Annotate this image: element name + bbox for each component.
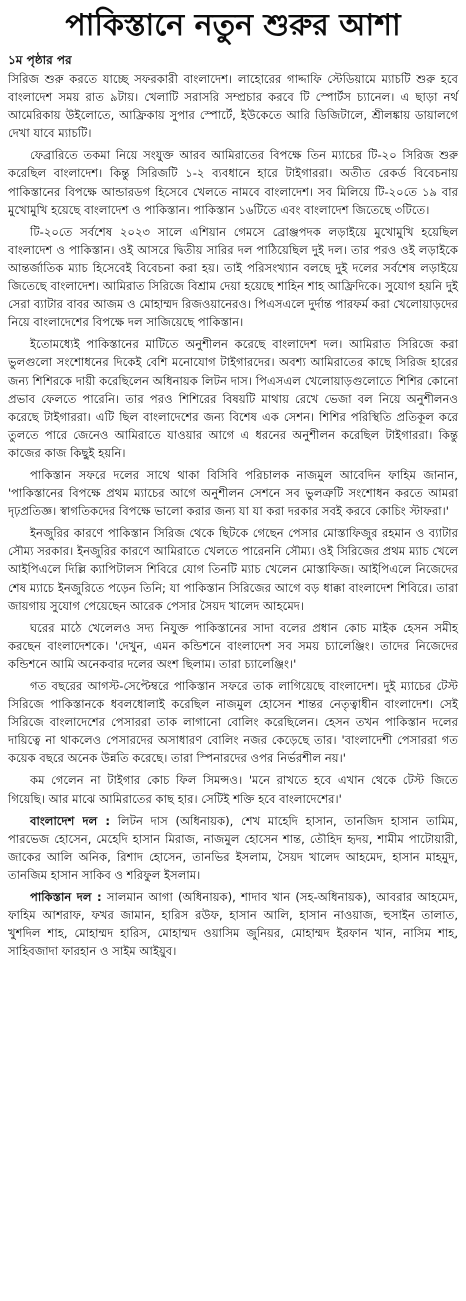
team-label: বাংলাদেশ দল : bbox=[30, 813, 110, 828]
article-paragraph: সিরিজ শুরু করতে যাচ্ছে সফরকারী বাংলাদেশ। লাহোরের গাদ্দাফি স্টেডিয়ামে ম্যাচটি শুরু হবে বাংলাদেশ সময় রাত ৯টায়। খেলাটি সরাসরি সম্প্রচার করবে টি স্পোর্টস চ্যানেল। এ ছাড়া নর্থ আমেরিকায় উইলোতে, আফ্রিকায় সুপার স্পোর্টে, ইউকেতে আরি ডিজিটালে, শ্রীলঙ্কায় ডায়ালগে দেখা যাবে ম্যাচটি। bbox=[8, 72, 458, 141]
team-squad-bangladesh bbox=[8, 812, 458, 884]
article-headline: পাকিস্তানে নতুন শুরুর আশা bbox=[65, 8, 401, 43]
article-paragraph: টি-২০তে সর্বশেষ ২০২৩ সালে এশিয়ান গেমসে ব্রোঞ্জপদক লড়াইয়ে মুখোমুখি হয়েছিল বাংলাদেশ ও পাকিস্তান। ওই আসরে দ্বিতীয় সারির দল পাঠিয়েছিল দুই দল। তার পরও ওই লড়াইকে আন্তর্জাতিক ম্যাচ হিসেবেই বিবেচনা করা হয়। তাই পরিসংখ্যান বলছে দুই দলের সর্বশেষ লড়াইয়ে জিতেছে বাংলাদেশ। আমিরাত সিরিজে বিশ্রাম দেয়া হয়েছে শাহিন শাহ আফ্রিদিকে। সুযোগ হয়নি দুই সেরা ব্যাটার বাবর আজম ও মোহাম্মদ রিজওয়ানেরও। পিএসএলে দুর্দান্ত পারফর্ম করা খেলোয়াড়দের নিয়ে বাংলাদেশের বিপক্ষে দল সাজিয়েছে পাকিস্তান। bbox=[8, 224, 458, 330]
page-continuation-note: ১ম পৃষ্ঠার পর bbox=[8, 53, 72, 67]
team-label: পাকিস্তান দল : bbox=[30, 890, 102, 905]
article-paragraph: গত বছরের আগস্ট-সেপ্টেম্বরে পাকিস্তান সফরে তাক লাগিয়েছে বাংলাদেশ। দুই ম্যাচের টেস্ট সিরিজে পাকিস্তানকে ধবলধোলাই করেছিল নাজমুল হোসেন শান্তর নেতৃত্বাধীন বাংলাদেশ। সেই সিরিজে বাংলাদেশের পেসাররা তাক লাগানো বোলিং করেছিলেন। হেসন তখন পাকিস্তান দলের দায়িত্বে না থাকলেও পেসারদের অসাধারণ বোলিং নজর কেড়েছে তার। 'বাংলাদেশী পেসাররা গত কয়েক বছরে অনেক উন্নতি করেছে। তারা স্পিনারদের ওপর নির্ভরশীল নয়।' bbox=[8, 679, 458, 766]
team-squad-pakistan bbox=[8, 888, 458, 960]
article-paragraph: ফেব্রারিতে তকমা নিয়ে সংযুক্ত আরব আমিরাতের বিপক্ষে তিন ম্যাচের টি-২০ সিরিজ শুরু করেছিল বাংলাদেশ। কিন্তু সিরিজটি ১-২ ব্যবধানে হারে টাইগাররা। অতীত রেকর্ড বিবেচনায় পাকিস্তানের বিপক্ষে আন্ডারডগ হিসেবে খেলতে নামবে বাংলাদেশ। সব মিলিয়ে টি-২০তে ১৯ বার মুখোমুখি হয়েছে বাংলাদেশ ও পাকিস্তান। পাকিস্তান ১৬টিতে এবং বাংলাদেশ জিতেছে ৩টিতে। bbox=[8, 148, 458, 217]
article-paragraph: পাকিস্তান সফরে দলের সাথে থাকা বিসিবি পরিচালক নাজমুল আবেদিন ফাহিম জানান, 'পাকিস্তানের বিপক্ষে প্রথম ম্যাচের আগে অনুশীলন সেশনে সব ভুলত্রুটি সংশোধন করতে আমরা দৃঢ়প্রতিজ্ঞ। স্বাগতিকদের বিপক্ষে ভালো করার জন্য যা যা করা দরকার সবই করবে কোচিং স্টাফরা।' bbox=[8, 467, 458, 519]
article-paragraph: কম গেলেন না টাইগার কোচ ফিল সিমন্সও। 'মনে রাখতে হবে এখান থেকে টেস্ট জিতে গিয়েছি। আর মাঝে আমিরাতের কাছ হার। সেটিই শক্তি হবে বাংলাদেশের।' bbox=[8, 773, 458, 806]
article-paragraph: ইনজুরির কারণে পাকিস্তান সিরিজ থেকে ছিটকে গেছেন পেসার মোস্তাফিজুর রহমান ও ব্যাটার সৌম্য সরকার। ইনজুরির কারণে আমিরাতে খেলতে পারেননি সৌম্য। ওই সিরিজের প্রথম ম্যাচ খেলে আইপিএলে দিল্লি ক্যাপিটালস শিবিরে যোগ তিনটি ম্যাচ খেলেন মোস্তাফিজ। আইপিএলে নিজেদের শেষ ম্যাচে ইনজুরিতে পড়েন তিনি; যা পাকিস্তান সিরিজের আগে বড় ধাক্কা বাংলাদেশ শিবিরে। তারা জায়গায় সুযোগ পেয়েছেন আরেক পেসার সৈয়দ খালেদ আহমেদ। bbox=[8, 526, 458, 613]
team-players: সালমান আগা (অধিনায়ক), শাদাব খান (সহ-অধিনায়ক), আবরার আহমেদ, ফাহিম আশরাফ, ফখর জামান, হারিস রউফ, হাসান আলি, হাসান নাওয়াজ, হুসাইন তালাত, খুশদিল শাহ, মোহাম্মদ হারিস, মোহাম্মদ ওয়াসিম জুনিয়র, মোহাম্মদ ইরফান খান, নাসিম শাহ, সাহিবজাদা ফারহান ও সাইম আইয়ুব। bbox=[8, 890, 458, 959]
article-paragraph: ঘরের মাঠে খেলেলও সদ্য নিযুক্ত পাকিস্তানের সাদা বলের প্রধান কোচ মাইক হেসন সমীহ করছেন বাংলাদেশকে। 'দেখুন, এমন কন্ডিশনে বাংলাদেশ সব সময় চ্যালেঞ্জিং। তাদের নিজেদের কন্ডিশনে আমি অনেকবার দলের অংশ ছিলাম। তারা চ্যালেঞ্জিং।' bbox=[8, 620, 458, 671]
team-players: লিটন দাস (অধিনায়ক), শেখ মাহেদি হাসান, তানজিদ হাসান তামিম, পারভেজ হোসেন, মেহেদি হাসান মিরাজ, নাজমুল হোসেন শান্ত, তৌহিদ হৃদয়, শামীম পাটোয়ারী, জাকের আলি অনিক, রিশাদ হোসেন, তানভির ইসলাম, সৈয়দ খালেদ আহমেদ, হাসান মাহমুদ, তানজিম হাসান সাকিব ও শরিফুল ইসলাম। bbox=[8, 813, 459, 882]
article-paragraph: ইতোমধ্যেই পাকিস্তানের মাটিতে অনুশীলন করেছে বাংলাদেশ দল। আমিরাত সিরিজে করা ভুলগুলো সংশোধনের দিকেই বেশি মনোযোগ টাইগারদের। অবশ্য আমিরাতের কাছে সিরিজ হারের জন্য শিশিরকে দায়ী করেছিলেন অধিনায়ক লিটন দাস। পিএসএল খেলোয়াড়গুলোতে শিশির কোনো প্রভাব ফেলতে পারেনি। তার পরও শিশিরের বিষয়টি মাথায় রেখে ভেজা বল নিয়ে অনুশীলনও করেছে টাইগাররা। এটি ছিল বাংলাদেশের জন্য বিশেষ এক সেশন। শিশির পরিস্থিতি প্রতিকূল করে তুলতে পারে জেনেও আমিরাতে যাওয়ার আগে এ ধরনের অনুশীলন করেছিল টাইগাররা। কিন্তু কাজের কাজ কিছুই হয়নি। bbox=[8, 337, 458, 460]
